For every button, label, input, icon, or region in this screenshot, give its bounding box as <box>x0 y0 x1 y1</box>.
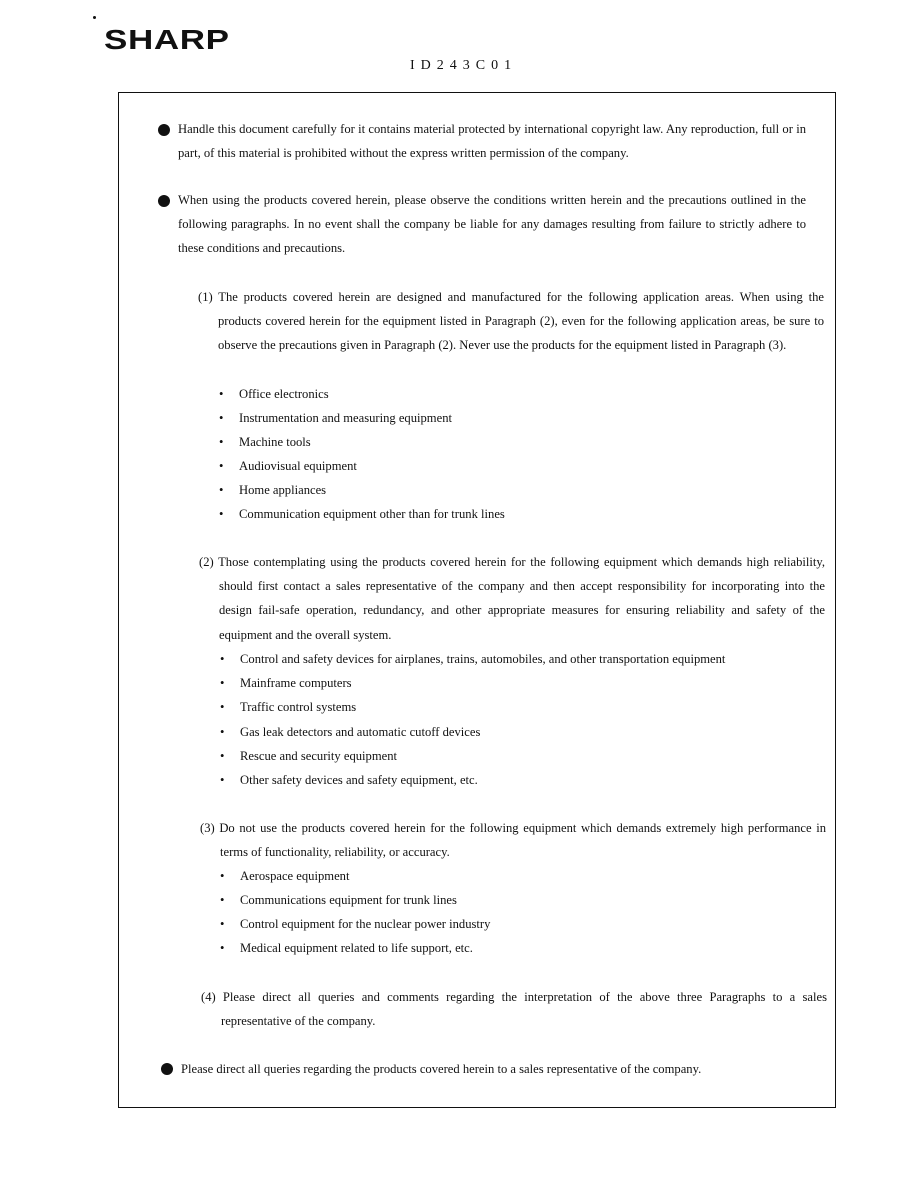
list-item: • Machine tools <box>219 435 311 449</box>
list-item: • Traffic control systems <box>220 700 357 714</box>
paragraph-3-text: (3) Do not use the products covered herein for the following equipment which demands extremely high performance in terms of functionality, reliability, or accuracy. <box>200 821 826 860</box>
document-id: ID243C01 <box>410 58 518 73</box>
list-item: • Instrumentation and measuring equipment <box>219 411 452 425</box>
list-item: • Office electronics <box>219 387 329 401</box>
list-item: • Other safety devices and safety equipment, etc. <box>220 773 478 787</box>
paragraph-4-text: (4) Please direct all queries and comments regarding the interpretation of the above three Paragraphs to a sales representative of the company. <box>201 990 827 1029</box>
list-item: • Aerospace equipment <box>220 869 350 883</box>
list-item: • Communications equipment for trunk lines <box>220 893 457 907</box>
list-item: • Home appliances <box>219 483 327 497</box>
list-item: • Rescue and security equipment <box>220 749 398 763</box>
notice-copyright: Handle this document carefully for it contains material protected by international copyright law. Any reproduction, full or in part, of this material is prohibited without the express written permission of the company. <box>178 122 806 161</box>
notice-bullet-icon <box>158 195 170 207</box>
paragraph-1-text: (1) The products covered herein are designed and manufactured for the following application areas. When using the products covered herein for the equipment listed in Paragraph (2), even for the following application areas, be sure to observe the precautions given in Paragraph (2). Never use the products for the equipment listed in Paragraph (3). <box>198 290 824 353</box>
scan-dot <box>93 16 96 19</box>
notice-usage-conditions: When using the products covered herein, please observe the conditions written herein and the precautions outlined in the following paragraphs. In no event shall the company be liable for any damages resulting from failure to strictly adhere to these conditions and precautions. <box>178 193 806 256</box>
list-item: • Mainframe computers <box>220 676 352 690</box>
notice-queries: Please direct all queries regarding the products covered herein to a sales representative of the company. <box>181 1062 702 1076</box>
notice-bullet-icon <box>161 1063 173 1075</box>
company-logo: SHARP <box>104 24 230 55</box>
notice-bullet-icon <box>158 124 170 136</box>
list-item: • Communication equipment other than for trunk lines <box>219 507 505 521</box>
paragraph-2-text: (2) Those contemplating using the products covered herein for the following equipment which demands high reliability, should first contact a sales representative of the company and then accept responsibility for incorporating into the design fail-safe operation, redundancy, and other appropriate measures for ensuring reliability and safety of the equipment and the overall system. <box>199 555 825 642</box>
list-item: • Gas leak detectors and automatic cutoff devices <box>220 725 481 739</box>
list-item: • Medical equipment related to life support, etc. <box>220 941 473 955</box>
list-item: • Control and safety devices for airplanes, trains, automobiles, and other transportation equipment <box>220 652 726 666</box>
list-item: • Audiovisual equipment <box>219 459 357 473</box>
list-item: • Control equipment for the nuclear power industry <box>220 917 491 931</box>
